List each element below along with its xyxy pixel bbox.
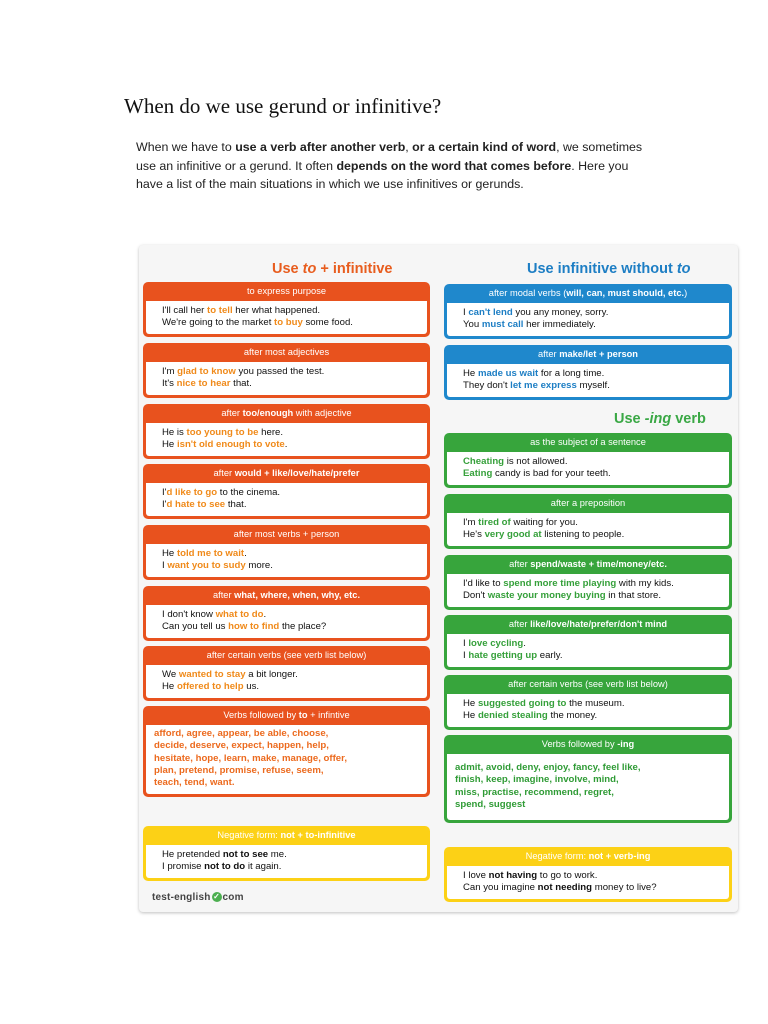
text: We're going to the market — [162, 317, 275, 329]
text: here. — [258, 427, 284, 438]
text: I promise — [162, 861, 205, 873]
text: after modal verbs ( — [488, 288, 567, 298]
example-line — [463, 517, 721, 529]
card-body — [447, 364, 729, 397]
heading-to-infinitive — [272, 261, 392, 277]
verb-list-line: finish, keep, imagine, involve, mind, — [455, 774, 619, 786]
text: We — [162, 669, 179, 680]
example-line — [463, 710, 721, 722]
card-certain-verbs-ing — [444, 675, 732, 730]
text: I' — [162, 487, 167, 498]
text: more. — [245, 560, 273, 572]
highlight: made us wait — [477, 368, 539, 379]
card-like-love — [444, 615, 732, 670]
text: the place? — [279, 621, 327, 633]
text: He — [463, 698, 478, 709]
text: not + verb-ing — [588, 851, 651, 861]
example-line — [162, 548, 419, 560]
checkmark-icon: ✓ — [213, 892, 220, 902]
text: He — [463, 368, 478, 379]
intro-bold: use a verb after another verb — [235, 140, 406, 154]
card-body — [447, 694, 729, 727]
text: you passed the test. — [235, 366, 325, 377]
card-negative-inf — [143, 826, 430, 881]
text: Verbs followed by — [541, 739, 618, 749]
text: Negative form: — [217, 830, 281, 840]
card-header — [143, 464, 430, 483]
card-body — [447, 303, 729, 336]
highlight: want you to sudy — [167, 560, 246, 572]
text: money to live? — [592, 882, 657, 894]
text: after — [221, 408, 243, 418]
text: with my kids. — [616, 578, 674, 589]
card-body — [146, 423, 427, 456]
page-title: When do we use gerund or infinitive? — [124, 94, 442, 118]
highlight: d hate to see — [166, 499, 226, 511]
highlight: offered to help — [176, 681, 244, 693]
highlight: let me express — [510, 380, 577, 392]
highlight: not needing — [537, 882, 593, 894]
highlight: waste your money buying — [487, 590, 606, 602]
card-header — [444, 615, 732, 634]
highlight: nice to hear — [176, 378, 231, 390]
text: what, where, when, why, etc. — [234, 590, 361, 600]
card-body — [146, 483, 427, 516]
text: + infintive — [307, 710, 350, 720]
example-line — [162, 499, 419, 511]
card-header — [444, 345, 732, 364]
text: after — [212, 590, 235, 600]
card-header: after most adjectives — [243, 347, 330, 357]
intro-paragraph — [136, 138, 656, 194]
heading-text: -ing — [644, 411, 672, 427]
text: her immediately. — [523, 319, 596, 331]
verb-list-line: hesitate, hope, learn, make, manage, offer, — [154, 752, 348, 764]
highlight: spend more time playing — [503, 578, 617, 589]
heading-text: Use — [272, 261, 303, 277]
heading-text: Use — [614, 411, 645, 427]
heading-text: verb — [671, 411, 706, 427]
card-spend-waste — [444, 555, 732, 610]
text: Can you imagine — [463, 882, 538, 894]
card-express-purpose — [143, 282, 430, 337]
card-body — [146, 362, 427, 395]
verb-list — [146, 725, 427, 794]
text: too/enough — [242, 408, 294, 418]
text: . — [523, 638, 526, 649]
card-most-adjectives — [143, 343, 430, 398]
text: myself. — [576, 380, 610, 392]
highlight: hate getting up — [468, 650, 538, 662]
text: I don't know — [162, 609, 216, 620]
text: with adjective — [293, 408, 352, 418]
text: He's — [463, 529, 485, 541]
text: Verbs followed by — [223, 710, 299, 720]
text: after — [508, 619, 531, 629]
example-line — [162, 317, 419, 329]
highlight: must call — [481, 319, 524, 331]
text: listening to people. — [541, 529, 625, 541]
card-header — [143, 706, 430, 725]
card-body — [146, 845, 427, 878]
card-body — [447, 634, 729, 667]
text: He — [162, 681, 177, 693]
example-line — [463, 650, 721, 662]
intro-text: , we sometimes use an infinitive or a gerund. It often — [136, 140, 643, 173]
card-verbs-list-ing — [444, 735, 732, 823]
highlight: can't lend — [468, 307, 513, 318]
card-header — [444, 284, 732, 303]
highlight: glad to know — [177, 366, 236, 377]
card-verbs-person — [143, 525, 430, 580]
example-line — [162, 861, 419, 873]
highlight: told me to wait — [176, 548, 245, 559]
example-line — [162, 366, 419, 378]
text: to — [298, 710, 308, 720]
text: ) — [684, 288, 688, 298]
text: after — [213, 468, 235, 478]
text: make/let + person — [559, 349, 638, 359]
text: I'll call her — [162, 305, 208, 316]
text: is not allowed. — [504, 456, 568, 467]
text: would + like/love/hate/prefer — [234, 468, 360, 478]
text: . — [244, 548, 247, 559]
heading-text: to — [302, 261, 317, 277]
card-body — [146, 301, 427, 334]
highlight: isn't old enough to vote — [176, 439, 285, 451]
intro-bold: or a certain kind of word — [412, 140, 557, 154]
highlight: love cycling — [468, 638, 524, 649]
verb-list — [447, 754, 729, 820]
example-line — [162, 609, 419, 621]
example-line — [162, 560, 419, 572]
example-line — [463, 638, 721, 650]
highlight: d like to go — [166, 487, 218, 498]
example-line — [162, 427, 419, 439]
text: not + to-infinitive — [280, 830, 356, 840]
example-line — [162, 378, 419, 390]
card-would-like — [143, 464, 430, 519]
card-body — [146, 665, 427, 698]
card-modal-verbs — [444, 284, 732, 339]
text: I — [463, 638, 469, 649]
text: me. — [268, 849, 287, 860]
highlight: to tell — [207, 305, 233, 316]
highlight: to buy — [274, 317, 303, 329]
card-header: after certain verbs (see verb list below) — [206, 650, 367, 660]
highlight: very good at — [484, 529, 542, 541]
card-header: as the subject of a sentence — [530, 437, 646, 447]
example-line — [463, 578, 721, 590]
text: after — [538, 349, 560, 359]
text: It's — [162, 378, 177, 390]
text: He is — [162, 427, 187, 438]
highlight: denied stealing — [477, 710, 548, 722]
highlight: what to do — [215, 609, 264, 620]
heading-text: to — [676, 261, 691, 277]
highlight: not having — [488, 870, 538, 881]
heading-infinitive-without-to — [527, 261, 691, 277]
text: will, can, must should, etc. — [566, 288, 685, 298]
example-line — [463, 307, 721, 319]
card-body — [447, 513, 729, 546]
heading-text: + infinitive — [320, 261, 393, 277]
text: the money. — [547, 710, 598, 722]
heading-text: Use infinitive without — [527, 261, 677, 277]
heading-ing-verb — [614, 411, 706, 427]
text: -ing — [617, 739, 635, 749]
intro-text: . Here you have a list of the main situations in which we use infinitives or gerunds. — [136, 158, 629, 191]
card-header — [444, 735, 732, 754]
highlight: suggested going to — [477, 698, 567, 709]
text: that. — [230, 378, 252, 390]
verb-list-line: admit, avoid, deny, enjoy, fancy, feel like, — [455, 762, 641, 773]
verb-list-line: plan, pretend, promise, refuse, seem, — [154, 764, 324, 776]
card-preposition — [444, 494, 732, 549]
text: early. — [537, 650, 563, 662]
example-line — [463, 882, 721, 894]
text: it again. — [245, 861, 282, 873]
text: waiting for you. — [510, 517, 578, 528]
example-line — [463, 870, 721, 882]
grammar-chart — [139, 245, 738, 912]
text: in that store. — [605, 590, 662, 602]
highlight: Cheating — [463, 456, 505, 467]
example-line — [463, 368, 721, 380]
logo-text: test-english — [152, 892, 211, 903]
card-header — [143, 826, 430, 845]
text: He — [162, 548, 177, 559]
text: for a long time. — [538, 368, 605, 379]
text: I' — [162, 499, 167, 511]
highlight: wanted to stay — [178, 669, 246, 680]
card-certain-verbs-inf — [143, 646, 430, 701]
text: after — [509, 559, 531, 569]
card-header — [444, 847, 732, 866]
card-body — [447, 574, 729, 607]
text: He pretended — [162, 849, 223, 860]
text: I'm — [162, 366, 178, 377]
card-too-enough — [143, 404, 430, 459]
example-line — [162, 621, 419, 633]
highlight: tired of — [478, 517, 511, 528]
highlight: not to do — [204, 861, 246, 873]
text: Negative form: — [525, 851, 589, 861]
text: her what happened. — [232, 305, 321, 316]
example-line — [162, 669, 419, 681]
text: He — [162, 439, 177, 451]
text: to the cinema. — [217, 487, 281, 498]
text: I love — [463, 870, 489, 881]
verb-list-line: spend, suggest — [455, 798, 526, 810]
example-line — [463, 590, 721, 602]
card-verbs-list-inf — [143, 706, 430, 797]
intro-bold: depends on the word that comes before — [336, 158, 572, 173]
card-negative-ing — [444, 847, 732, 902]
card-header — [143, 586, 430, 605]
example-line — [463, 698, 721, 710]
text: some food. — [302, 317, 353, 329]
text: Don't — [463, 590, 488, 602]
card-header — [143, 404, 430, 423]
card-body — [146, 544, 427, 577]
card-header: after a preposition — [550, 498, 626, 508]
text: . — [263, 609, 267, 620]
card-header: after certain verbs (see verb list below) — [508, 679, 668, 689]
text: . — [284, 439, 288, 451]
example-line — [463, 380, 721, 392]
highlight: too young to be — [186, 427, 259, 438]
text: He — [463, 710, 478, 722]
example-line — [463, 468, 721, 480]
example-line — [162, 487, 419, 499]
highlight: how to find — [228, 621, 280, 633]
text: I — [463, 650, 469, 662]
verb-list-line: miss, practise, recommend, regret, — [455, 786, 614, 798]
intro-text: , — [405, 140, 413, 154]
card-body — [447, 452, 729, 485]
text: I'd like to — [463, 578, 504, 589]
example-line — [162, 305, 419, 317]
verb-list-line: teach, tend, want. — [154, 777, 235, 789]
text: that. — [225, 499, 247, 511]
text: Can you tell us — [162, 621, 229, 633]
example-line — [463, 456, 721, 468]
card-body — [146, 605, 427, 638]
card-body — [447, 866, 729, 899]
card-wh-words — [143, 586, 430, 641]
text: to go to work. — [537, 870, 598, 881]
text: us. — [243, 681, 260, 693]
example-line — [463, 319, 721, 331]
verb-list-line: decide, deserve, expect, happen, help, — [154, 740, 329, 752]
text: I'm — [463, 517, 479, 528]
card-make-let — [444, 345, 732, 400]
card-header: to express purpose — [246, 286, 327, 296]
highlight: Eating — [463, 468, 493, 480]
card-subject-sentence — [444, 433, 732, 488]
highlight: not to see — [222, 849, 269, 860]
example-line — [162, 849, 419, 861]
example-line — [162, 439, 419, 451]
test-english-logo — [152, 892, 244, 903]
text: You — [463, 319, 482, 331]
card-header — [444, 555, 732, 574]
text: a bit longer. — [245, 669, 298, 680]
logo-text: com — [222, 892, 244, 903]
text: I — [162, 560, 168, 572]
text: like/love/hate/prefer/don't mind — [530, 619, 668, 629]
verb-list-line: afford, agree, appear, be able, choose, — [154, 728, 329, 739]
text: They don't — [463, 380, 511, 392]
text: spend/waste + time/money/etc. — [530, 559, 667, 569]
intro-text: When we have to — [136, 140, 236, 154]
example-line — [162, 681, 419, 693]
text: I — [463, 307, 469, 318]
text: the museum. — [566, 698, 625, 709]
text: you any money, sorry. — [512, 307, 609, 318]
example-line — [463, 529, 721, 541]
text: candy is bad for your teeth. — [492, 468, 611, 480]
card-header: after most verbs + person — [233, 529, 340, 539]
